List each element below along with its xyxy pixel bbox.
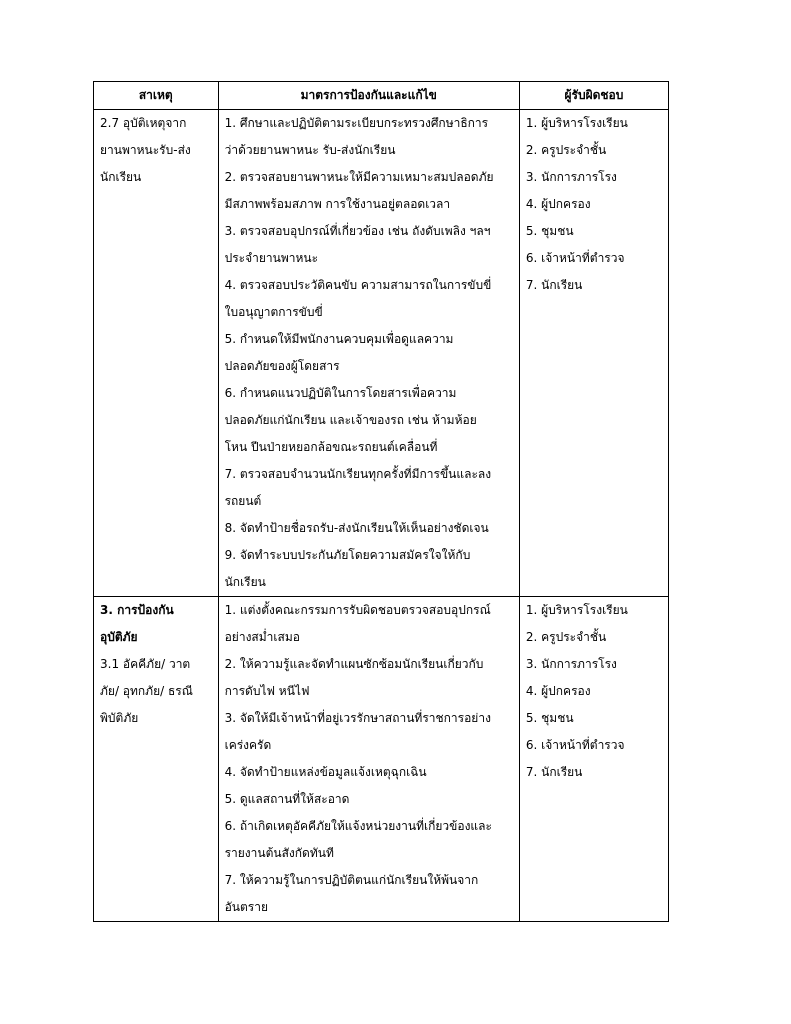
cause-line: นักเรียน <box>100 170 142 184</box>
cause-heading: 3. การป้องกัน <box>100 603 174 617</box>
table-row <box>94 597 669 922</box>
measure-line: อย่างสม่ำเสมอ <box>224 630 300 644</box>
header-measures: มาตรการป้องกันและแก้ไข <box>218 82 519 110</box>
responsible-line: 6. เจ้าหน้าที่ตำรวจ <box>525 251 625 265</box>
responsible-line: 7. นักเรียน <box>525 278 583 292</box>
cause-heading: อุบัติภัย <box>100 630 138 644</box>
measure-line: ประจำยานพาหนะ <box>224 251 319 265</box>
measure-line: ว่าด้วยยานพาหนะ รับ-ส่งนักเรียน <box>224 143 396 157</box>
measure-line: 8. จัดทำป้ายชื่อรถรับ-ส่งนักเรียนให้เห็นอย่างชัดเจน <box>224 521 489 535</box>
responsible-line: 1. ผู้บริหารโรงเรียน <box>525 603 628 617</box>
measure-line: 4. ตรวจสอบประวัติคนขับ ความสามารถในการขับขี่ <box>224 278 492 292</box>
cause-cell <box>94 110 219 597</box>
responsible-line: 1. ผู้บริหารโรงเรียน <box>525 116 628 130</box>
header-responsible: ผู้รับผิดชอบ <box>519 82 668 110</box>
measures-cell <box>218 597 519 922</box>
measure-line: มีสภาพพร้อมสภาพ การใช้งานอยู่ตลอดเวลา <box>224 197 451 211</box>
measure-line: ใบอนุญาตการขับขี่ <box>224 305 323 319</box>
responsible-line: 2. ครูประจำชั้น <box>525 143 607 157</box>
responsible-line: 6. เจ้าหน้าที่ตำรวจ <box>525 738 625 752</box>
risk-measures-table <box>93 81 669 922</box>
measure-line: รถยนต์ <box>224 494 262 508</box>
measure-line: ปลอดภัยของผู้โดยสาร <box>224 359 340 373</box>
responsible-line: 5. ชุมชน <box>525 711 574 725</box>
measure-line: 2. ให้ความรู้และจัดทำแผนซักซ้อมนักเรียนเกี่ยวกับ <box>224 657 484 671</box>
measure-line: 1. แต่งตั้งคณะกรรมการรับผิดชอบตรวจสอบอุปกรณ์ <box>224 603 491 617</box>
measure-line: เคร่งครัด <box>224 738 272 752</box>
responsible-line: 3. นักการภารโรง <box>525 657 617 671</box>
measure-line: 6. ถ้าเกิดเหตุอัคคีภัยให้แจ้งหน่วยงานที่เกี่ยวข้องและ <box>224 819 492 833</box>
measure-line: อันตราย <box>224 900 269 914</box>
measure-line: นักเรียน <box>224 575 266 589</box>
measure-line: 2. ตรวจสอบยานพาหนะให้มีความเหมาะสมปลอดภัย <box>224 170 494 184</box>
measure-line: โหน ปีนป่ายหยอกล้อขณะรถยนต์เคลื่อนที่ <box>224 440 438 454</box>
responsible-cell <box>519 110 668 597</box>
measure-line: 4. จัดทำป้ายแหล่งข้อมูลแจ้งเหตุฉุกเฉิน <box>224 765 427 779</box>
responsible-line: 7. นักเรียน <box>525 765 583 779</box>
table-header-row <box>94 82 669 110</box>
measure-line: 5. ดูแลสถานที่ให้สะอาด <box>224 792 350 806</box>
responsible-line: 4. ผู้ปกครอง <box>525 197 591 211</box>
measures-cell <box>218 110 519 597</box>
responsible-line: 2. ครูประจำชั้น <box>525 630 607 644</box>
header-cause: สาเหตุ <box>94 82 219 110</box>
cause-line: ยานพาหนะรับ-ส่ง <box>100 143 191 157</box>
measure-line: ปลอดภัยแก่นักเรียน และเจ้าของรถ เช่น ห้ามห้อย <box>224 413 477 427</box>
table-row <box>94 110 669 597</box>
measure-line: 9. จัดทำระบบประกันภัยโดยความสมัครใจให้กับ <box>224 548 471 562</box>
responsible-cell <box>519 597 668 922</box>
measure-line: 3. ตรวจสอบอุปกรณ์ที่เกี่ยวข้อง เช่น ถังดับเพลิง ฯลฯ <box>224 224 491 238</box>
cause-cell <box>94 597 219 922</box>
measure-line: 1. ศึกษาและปฏิบัติตามระเบียบกระทรวงศึกษาธิการ <box>224 116 489 130</box>
responsible-line: 4. ผู้ปกครอง <box>525 684 591 698</box>
responsible-line: 3. นักการภารโรง <box>525 170 617 184</box>
cause-line: ภัย/ อุทกภัย/ ธรณี <box>100 684 193 698</box>
measure-line: 6. กำหนดแนวปฏิบัติในการโดยสารเพื่อความ <box>224 386 457 400</box>
measure-line: 3. จัดให้มีเจ้าหน้าที่อยู่เวรรักษาสถานที่ราชการอย่าง <box>224 711 491 725</box>
measure-line: 7. ให้ความรู้ในการปฏิบัติตนแก่นักเรียนให้พ้นจาก <box>224 873 479 887</box>
cause-line: พิบัติภัย <box>100 711 139 725</box>
cause-line: 2.7 อุบัติเหตุจาก <box>100 116 187 130</box>
measure-line: 5. กำหนดให้มีพนักงานควบคุมเพื่อดูแลความ <box>224 332 454 346</box>
measure-line: การดับไฟ หนีไฟ <box>224 684 310 698</box>
responsible-line: 5. ชุมชน <box>525 224 574 238</box>
measure-line: 7. ตรวจสอบจำนวนนักเรียนทุกครั้งที่มีการขึ้นและลง <box>224 467 492 481</box>
measure-line: รายงานต้นสังกัดทันที <box>224 846 334 860</box>
cause-line: 3.1 อัคคีภัย/ วาต <box>100 657 191 671</box>
